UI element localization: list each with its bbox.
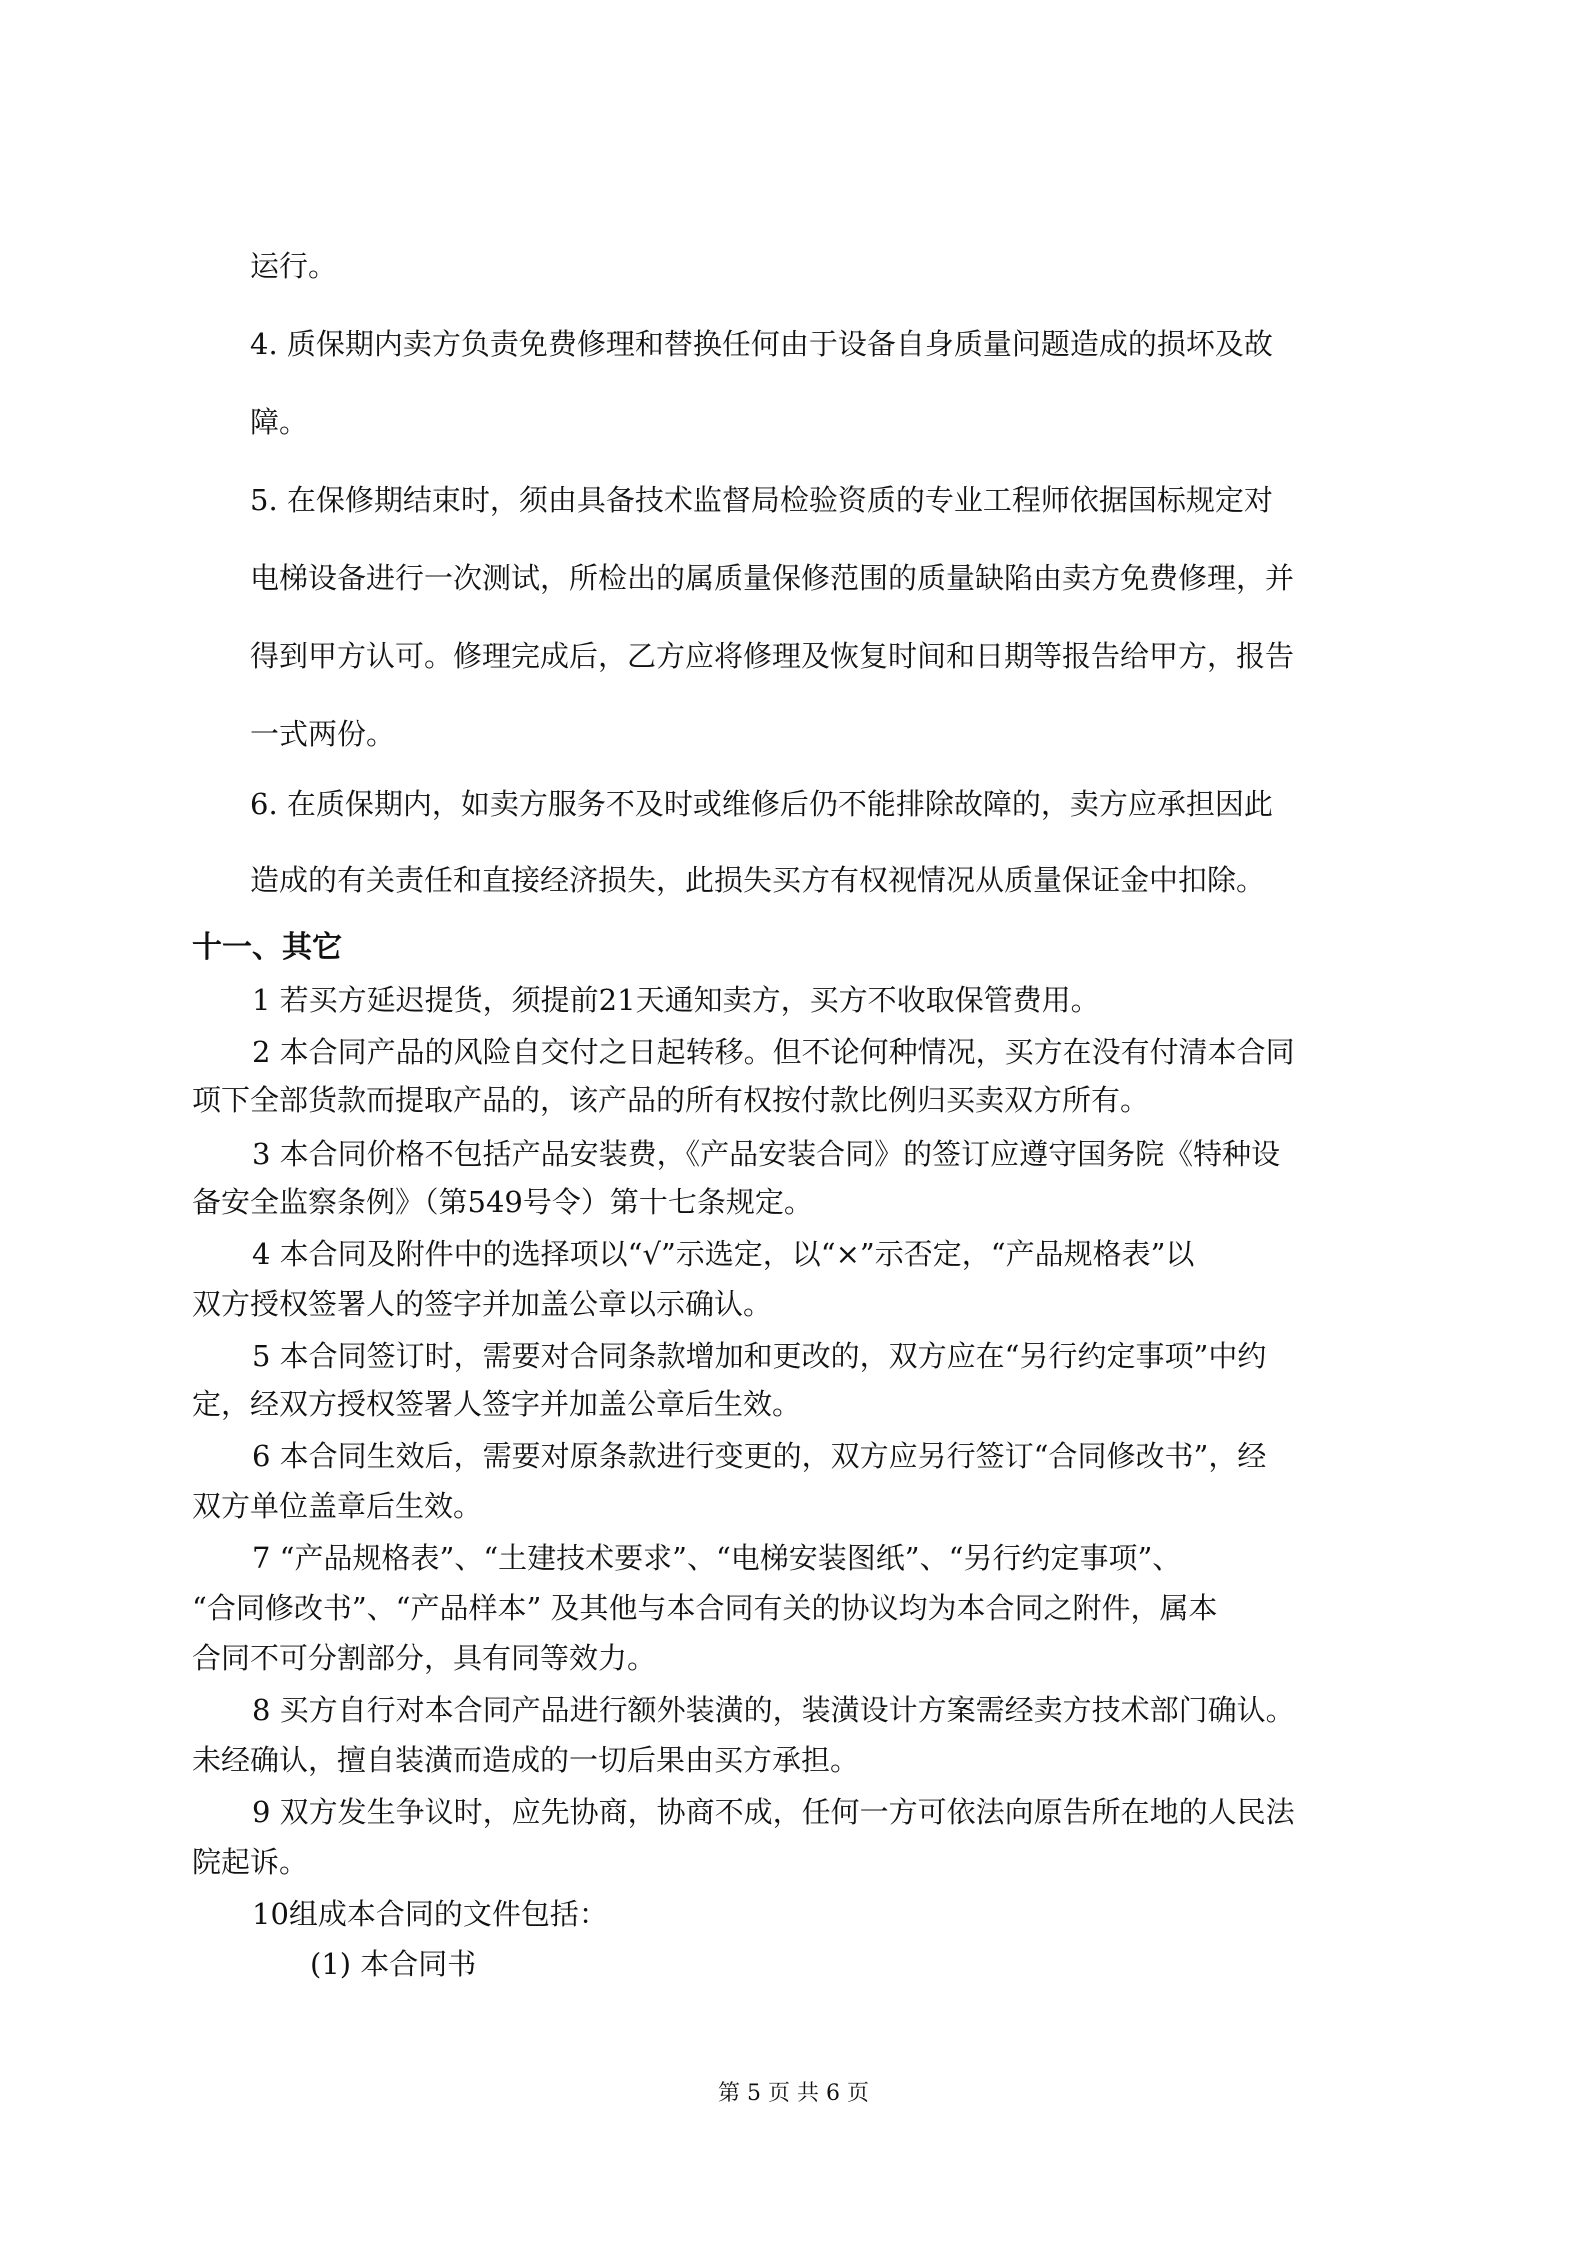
clause-10: 10组成本合同的文件包括：	[252, 1897, 608, 1931]
warranty-item-6: 6. 在质保期内，如卖方服务不及时或维修后仍不能排除故障的，卖方应承担因此	[250, 787, 1273, 821]
document-list-item: (1) 本合同书	[310, 1947, 477, 1981]
text-line: 障。	[250, 405, 309, 439]
warranty-item-4: 4. 质保期内卖方负责免费修理和替换任何由于设备自身质量问题造成的损坏及故	[250, 327, 1273, 361]
text-line: 未经确认，擅自装潢而造成的一切后果由买方承担。	[192, 1743, 860, 1777]
clause-2: 2 本合同产品的风险自交付之日起转移。但不论何种情况，买方在没有付清本合同	[252, 1035, 1295, 1069]
clause-3: 3 本合同价格不包括产品安装费，《产品安装合同》的签订应遵守国务院《特种设	[252, 1137, 1281, 1171]
page-number: 第 5 页 共 6 页	[718, 2081, 869, 2106]
clause-1: 1 若买方延迟提货，须提前21天通知卖方，买方不收取保管费用。	[252, 983, 1100, 1017]
clause-4: 4 本合同及附件中的选择项以“√”示选定，以“×”示否定，“产品规格表”以	[252, 1237, 1195, 1271]
text-line: 项下全部货款而提取产品的，该产品的所有权按付款比例归买卖双方所有。	[192, 1083, 1150, 1117]
text-line: 院起诉。	[192, 1845, 309, 1879]
clause-6: 6 本合同生效后，需要对原条款进行变更的，双方应另行签订“合同修改书”，经	[252, 1439, 1267, 1473]
text-line: 一式两份。	[250, 717, 396, 751]
text-line: 合同不可分割部分，具有同等效力。	[192, 1641, 657, 1675]
text-line: 备安全监察条例》（第549号令）第十七条规定。	[192, 1185, 813, 1219]
clause-8: 8 买方自行对本合同产品进行额外装潢的，装潢设计方案需经卖方技术部门确认。	[252, 1693, 1295, 1727]
text-line: 运行。	[250, 249, 338, 283]
text-line: “合同修改书”、“产品样本” 及其他与本合同有关的协议均为本合同之附件，属本	[192, 1591, 1218, 1625]
warranty-item-5: 5. 在保修期结束时，须由具备技术监督局检验资质的专业工程师依据国标规定对	[250, 483, 1273, 517]
section-heading: 十一、其它	[192, 930, 342, 965]
text-line: 造成的有关责任和直接经济损失，此损失买方有权视情况从质量保证金中扣除。	[250, 863, 1266, 897]
clause-9: 9 双方发生争议时，应先协商，协商不成，任何一方可依法向原告所在地的人民法	[252, 1795, 1295, 1829]
text-line: 得到甲方认可。修理完成后，乙方应将修理及恢复时间和日期等报告给甲方，报告	[250, 639, 1295, 673]
text-line: 电梯设备进行一次测试，所检出的属质量保修范围的质量缺陷由卖方免费修理，并	[250, 561, 1295, 595]
clause-7: 7 “产品规格表”、“土建技术要求”、“电梯安装图纸”、“另行约定事项”、	[252, 1541, 1182, 1575]
text-line: 双方单位盖章后生效。	[192, 1489, 483, 1523]
clause-5: 5 本合同签订时，需要对合同条款增加和更改的，双方应在“另行约定事项”中约	[252, 1339, 1267, 1373]
text-line: 定，经双方授权签署人签字并加盖公章后生效。	[192, 1387, 802, 1421]
text-line: 双方授权签署人的签字并加盖公章以示确认。	[192, 1287, 773, 1321]
